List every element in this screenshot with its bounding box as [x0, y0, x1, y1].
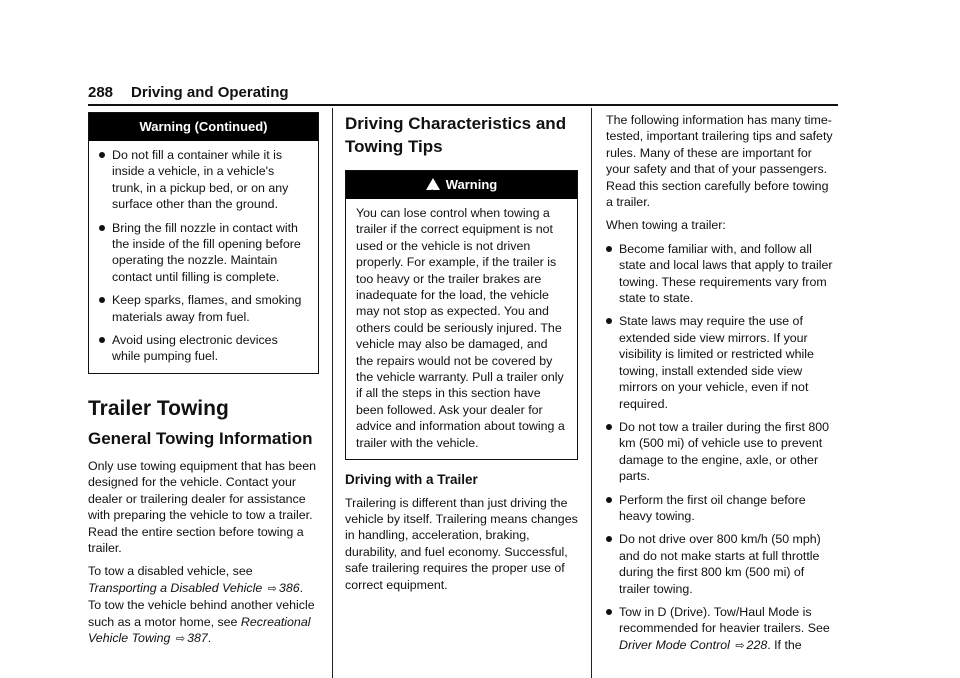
bullet-icon: [606, 497, 612, 503]
page-ref-arrow-icon: ⇨: [735, 639, 745, 652]
list-item: Keep sparks, flames, and smoking materials away from fuel.: [99, 292, 308, 325]
link-recreational-vehicle-towing[interactable]: Recreational Vehicle Towing: [88, 614, 311, 645]
warning-box-continued: [88, 112, 319, 374]
list-item: Perform the first oil change before heavy towing.: [606, 492, 838, 525]
bullet-icon: [606, 424, 612, 430]
warning-header: [346, 171, 577, 199]
column-divider-1: [332, 108, 333, 678]
page-ref[interactable]: 387: [187, 630, 208, 645]
paragraph: Trailering is different than just driving the vehicle by itself. Trailering means changes in handling, acceleration, braking, durability, and fuel economy. Successful, safe trailering requires the proper use of correct equipment.: [345, 495, 578, 592]
warning-title: Warning: [445, 177, 498, 192]
list-item: State laws may require the use of extended side view mirrors. If your visibility is limited or restricted while towing, install extended side view mirrors on your vehicle, even if not required.: [606, 313, 838, 411]
page-ref[interactable]: 228: [746, 637, 768, 652]
bullet-icon: [99, 152, 105, 158]
list-item: Avoid using electronic devices while pumping fuel.: [99, 332, 308, 365]
warning-bullet-list: [99, 147, 308, 365]
paragraph-lead: When towing a trailer:: [606, 218, 726, 233]
column-2: [345, 112, 578, 600]
header-rule: [88, 104, 838, 106]
bullet-icon: [99, 297, 105, 303]
column-3: [606, 112, 838, 661]
link-driver-mode-control[interactable]: Driver Mode Control: [619, 637, 730, 652]
paragraph: Only use towing equipment that has been designed for the vehicle. Contact your dealer or trailering dealer for assistance with preparing the vehicle to tow a trailer. Read the entire section before towing a trailer.: [88, 458, 316, 555]
list-item: Bring the fill nozzle in contact with the inside of the fill opening before operating the nozzle. Maintain contact until filling is complete.: [99, 220, 308, 286]
paragraph-intro: The following information has many time-tested, important trailering tips and safety rules. Many of these are important for your safety and that of your passengers. Read this section carefully before towing a trailer.: [606, 113, 833, 210]
bullet-icon: [606, 536, 612, 542]
warning-box: [345, 170, 578, 460]
page-number: 288: [88, 84, 114, 101]
warning-text: You can lose control when towing a trailer if the correct equipment is not used or the vehicle is not driven properly. For example, if the trailer is too heavy or the trailer brakes are inadequate for the load, the vehicle may not stop as expected. You and others could be seriously injured. The vehicle may also be damaged, and the repairs would not be covered by the vehicle warranty. Pull a trailer only if all the steps in this section have been followed. Ask your dealer for advice and information about towing a trailer with the vehicle.: [356, 206, 565, 450]
warning-triangle-icon: [426, 178, 440, 190]
bullet-icon: [606, 318, 612, 324]
bullet-icon: [99, 225, 105, 231]
warning-title: Warning (Continued): [89, 113, 318, 141]
list-item: Do not fill a container while it is inside a vehicle, in a vehicle's trunk, in a pickup bed, or on any surface other than the ground.: [99, 147, 308, 213]
page-header: [88, 84, 289, 104]
column-1: [88, 112, 319, 654]
list-item: Do not tow a trailer during the first 800 km (500 mi) of vehicle use to prevent damage to the engine, axle, or other parts.: [606, 419, 838, 485]
page-ref-arrow-icon: ⇨: [267, 582, 277, 595]
section-name: Driving and Operating: [131, 84, 289, 101]
page-ref-arrow-icon: ⇨: [175, 632, 186, 645]
section-title: Trailer Towing: [88, 396, 229, 420]
list-item: Tow in D (Drive). Tow/Haul Mode is recommended for heavier trailers. See Driver Mode Control ⇨ 228. If the: [606, 604, 838, 654]
section-title-towing-tips: Driving Characteristics and Towing Tips: [345, 114, 567, 156]
subheading-driving-with-trailer: Driving with a Trailer: [345, 472, 478, 488]
subsection-title: General Towing Information: [88, 428, 313, 448]
link-transporting-disabled-vehicle[interactable]: Transporting a Disabled Vehicle: [88, 580, 263, 595]
column-divider-2: [591, 108, 592, 678]
paragraph-with-links: To tow a disabled vehicle, see Transporting a Disabled Vehicle ⇨ 386. To tow the vehicle behind another vehicle such as a motor home, see Recreational Vehicle Towing ⇨ 387.: [88, 563, 319, 647]
bullet-icon: [606, 246, 612, 252]
list-item: Do not drive over 800 km/h (50 mph) and do not make starts at full throttle during the first 800 km (500 mi) of trailer towing.: [606, 531, 838, 597]
bullet-icon: [606, 609, 612, 615]
bullet-icon: [99, 337, 105, 343]
page-ref[interactable]: 386: [278, 580, 300, 595]
list-item: Become familiar with, and follow all state and local laws that apply to trailer towing. These requirements vary from state to state.: [606, 241, 838, 307]
towing-tips-list: [606, 241, 838, 654]
